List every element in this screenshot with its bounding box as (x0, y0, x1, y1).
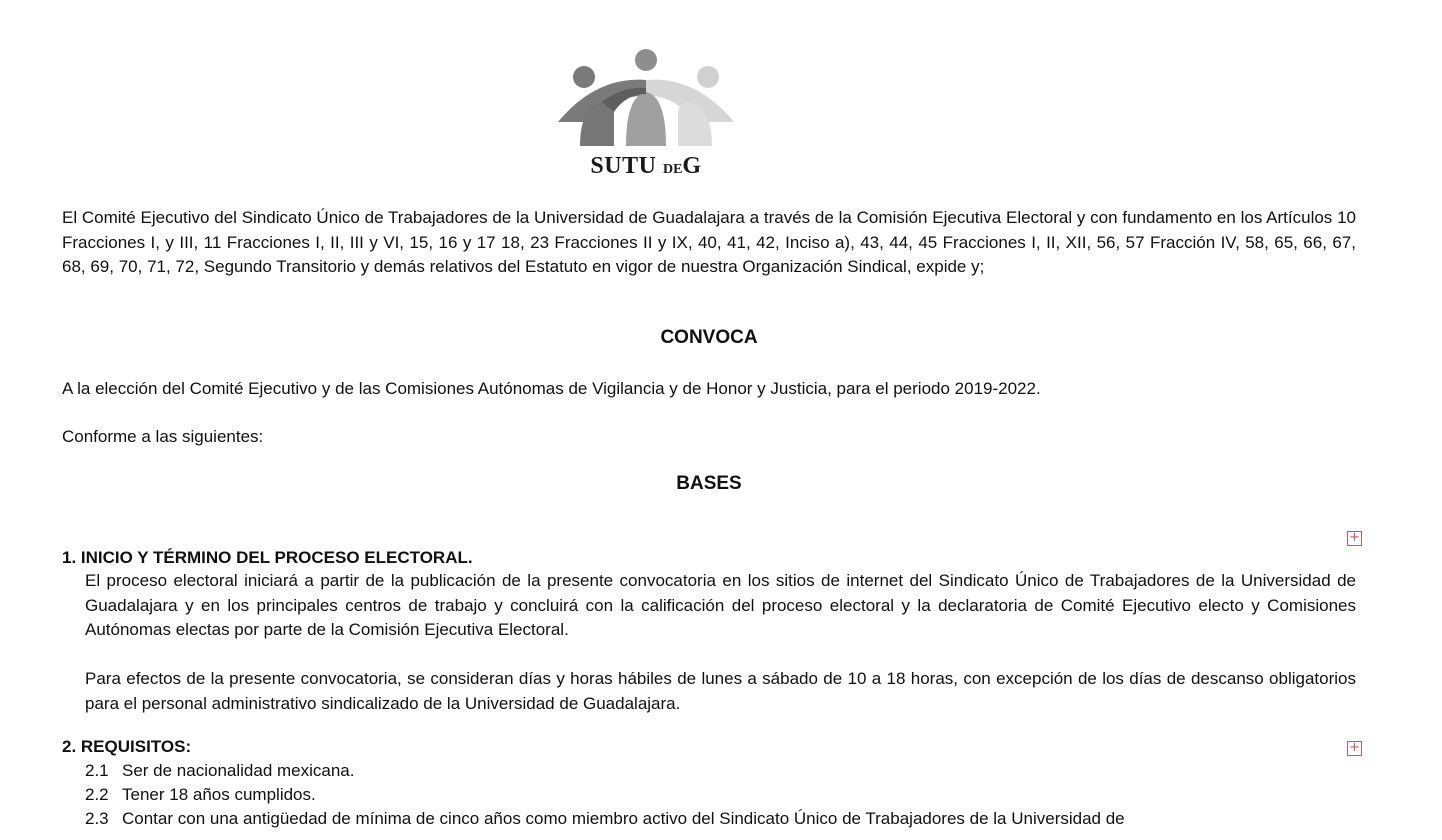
document-page (62, 0, 1356, 840)
logo-brand-small: DE (662, 162, 683, 177)
requirement-text: Tener 18 años cumplidos. (122, 785, 316, 804)
election-paragraph: A la elección del Comité Ejecutivo y de las Comisiones Autónomas de Vigilancia y de Honor y Justicia, para el periodo 2019-2022. (62, 379, 1041, 398)
section-2-title: 2. REQUISITOS: (62, 737, 192, 756)
requirement-item (85, 807, 1356, 832)
requirement-item (85, 759, 1356, 784)
expand-section-2-icon[interactable]: + (1347, 741, 1362, 756)
conforme-paragraph: Conforme a las siguientes: (62, 427, 264, 446)
requirement-number: 2.1 (85, 761, 109, 780)
convoca-heading: CONVOCA (660, 327, 758, 348)
requirement-text: Ser de nacionalidad mexicana. (122, 761, 355, 780)
requirement-text: Contar con una antigüedad de mínima de cinco años como miembro activo del Sindicato Único de Trabajadores de la Universidad de (122, 809, 1125, 828)
intro-paragraph: El Comité Ejecutivo del Sindicato Único de Trabajadores de la Universidad de Guadalajara a través de la Comisión Ejecutiva Electoral y con fundamento en los Artículos 10 Fracciones I, y III, 11 Fracciones I, II, III y VI, 15, 16 y 17 18, 23 Fracciones II y IX, 40, 41, 42, Inciso a), 43, 44, 45 Fracciones I, II, XII, 56, 57 Fracción IV, 58, 65, 66, 67, 68, 69, 70, 71, 72, Segundo Transitorio y demás relativos del Estatuto en vigor de nuestra Organización Sindical, expide y; (62, 208, 1356, 276)
expand-section-1-icon[interactable]: + (1347, 531, 1362, 546)
section-1-title: 1. INICIO Y TÉRMINO DEL PROCESO ELECTORAL. (62, 548, 473, 567)
section-1-paragraph-1: El proceso electoral iniciará a partir de la publicación de la presente convocatoria en los sitios de internet del Sindicato Único de Trabajadores de la Universidad de Guadalajara y en los principales centros de trabajo y concluirá con la calificación del proceso electoral y la declaratoria de Comité Ejecutivo electo y Comisiones Autónomas electas por parte de la Comisión Ejecutiva Electoral. (85, 571, 1356, 639)
requirement-number: 2.3 (85, 809, 109, 828)
section-1-paragraph-2: Para efectos de la presente convocatoria, se consideran días y horas hábiles de lunes a sábado de 10 a 18 horas, con excepción de los días de descanso obligatorios para el personal administrativo sindicalizado de la Universidad de Guadalajara. (85, 669, 1356, 713)
bases-heading: BASES (676, 473, 742, 494)
requirement-item (85, 783, 1356, 808)
logo-brand-end: G (682, 153, 702, 179)
requirement-number: 2.2 (85, 785, 109, 804)
logo-brand-main: SUTU (590, 153, 657, 179)
